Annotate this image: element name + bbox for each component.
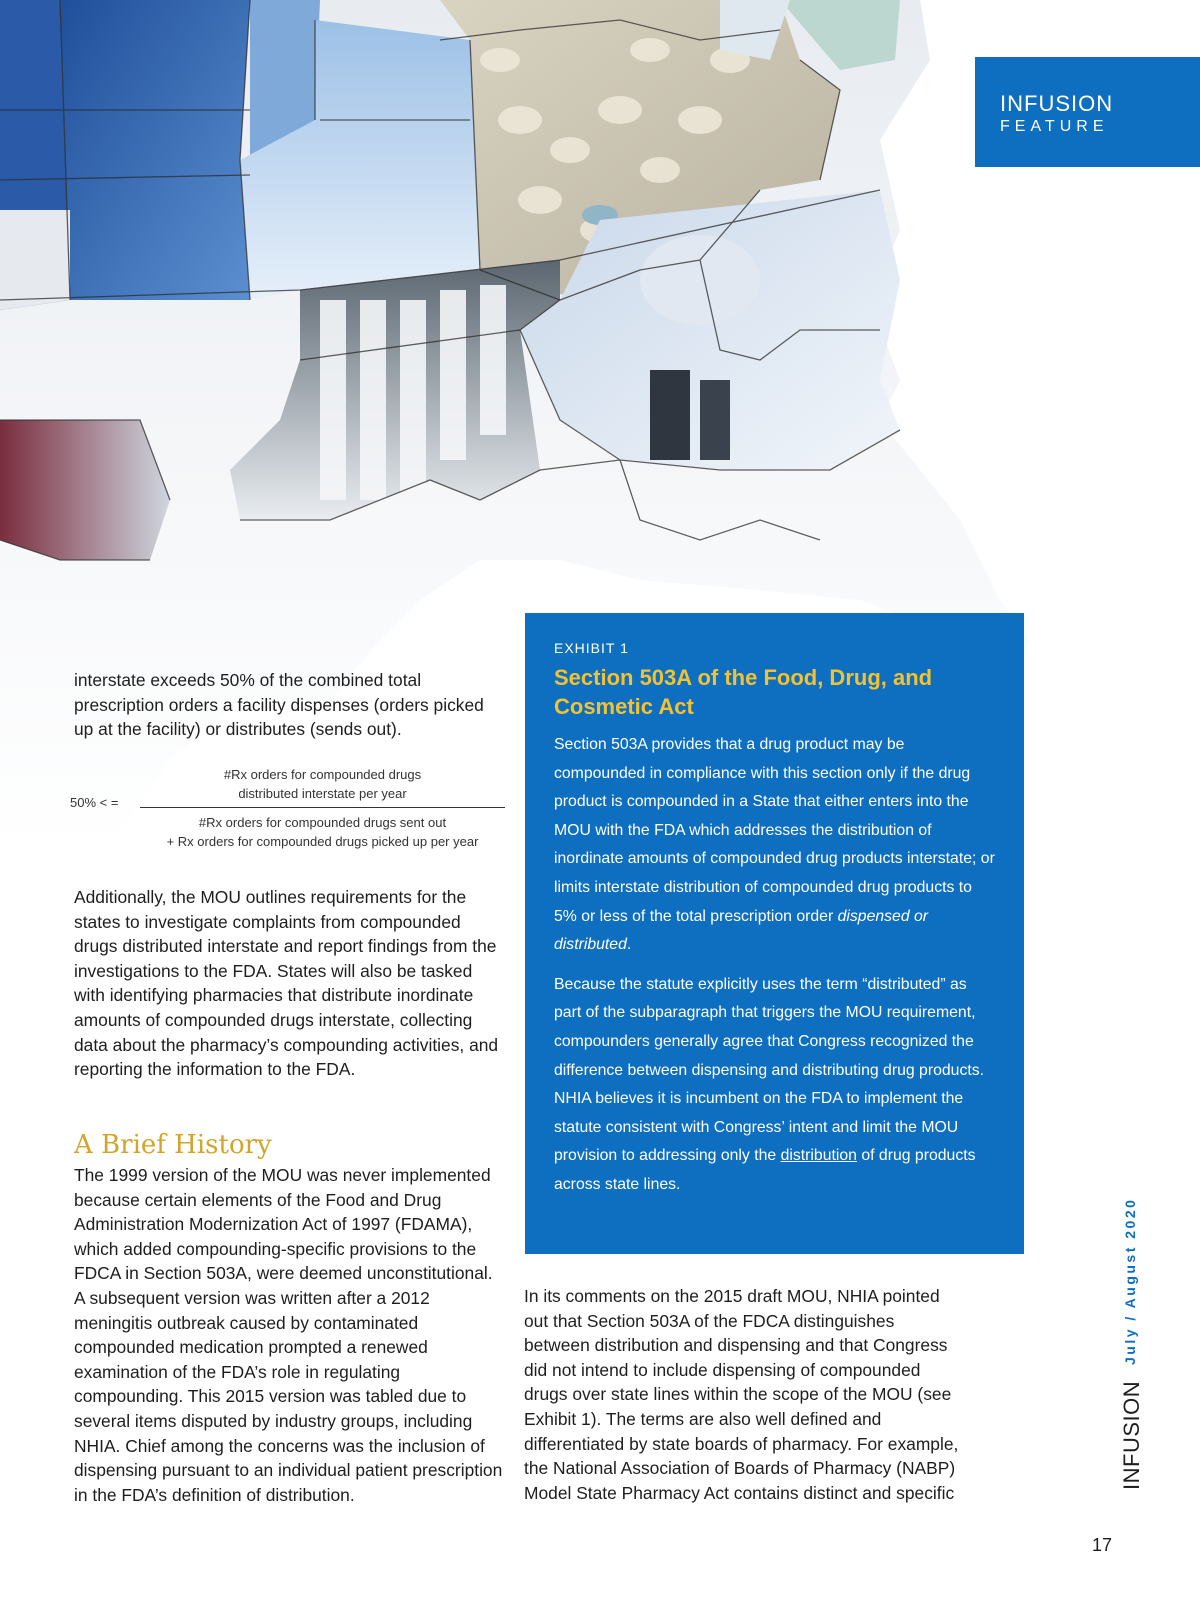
formula-numerator xyxy=(140,765,505,803)
exhibit-p2-text: Because the statute explicitly uses the term “distributed” as part of the subparagraph that triggers the MOU requirement, compounders generally agree that Congress recognized the difference between dispensing and distributing drug products. NHIA believes it is incumbent on the FDA to implement the statute consistent with Congress’ intent and limit the MOU provision to addressing only the xyxy=(554,975,985,1165)
mou-formula xyxy=(70,765,505,855)
exhibit-title: Section 503A of the Food, Drug, and Cosmetic Act xyxy=(554,665,933,719)
formula-lhs: 50% < = xyxy=(70,795,119,810)
formula-numerator-line2: distributed interstate per year xyxy=(238,786,407,801)
page-number: 17 xyxy=(1092,1535,1113,1555)
paragraph-additionally: Additionally, the MOU outlines requirements for the states to investigate complaints from compounded drugs distributed interstate and report findings from the investigations to the FDA. States will also be tasked with identifying pharmacies that distribute inordinate amounts of compounded drugs interstate, collecting data about the pharmacy’s compounding activities, and reporting the information to the FDA. xyxy=(74,887,499,1080)
formula-numerator-line1: #Rx orders for compounded drugs xyxy=(223,767,422,782)
vertical-spine xyxy=(1110,1195,1150,1495)
exhibit-p2-end: of drug products across state lines. xyxy=(554,1147,976,1193)
badge-brand: INFUSION xyxy=(1000,91,1114,116)
formula-denominator xyxy=(140,813,505,851)
exhibit-1-box xyxy=(525,613,1024,1254)
heading-brief-history: A Brief History xyxy=(74,1130,272,1160)
formula-denominator-line1: #Rx orders for compounded drugs sent out xyxy=(198,815,447,830)
paragraph-history: The 1999 version of the MOU was never implemented because certain elements of the Food and Drug Administration Modernization Act of 1997 (FDAMA), which added compounding-specific provisions to the FDCA in Section 503A, were deemed unconstitutional. A subsequent version was written after a 2012 meningitis outbreak caused by contaminated compounded medication prompted a renewed examination of the FDA’s role in regulating compounding. This 2015 version was tabled due to several items disputed by industry groups, including NHIA. Chief among the concerns was the inclusion of dispensing pursuant to an individual patient prescription in the FDA’s definition of distribution. xyxy=(74,1165,503,1505)
exhibit-paragraph-2 xyxy=(554,971,996,1200)
exhibit-label: EXHIBIT 1 xyxy=(554,640,629,656)
formula-divider xyxy=(140,807,505,808)
spine-brand: INFUSION xyxy=(1119,1380,1144,1490)
exhibit-p1-text: Section 503A provides that a drug product may be compounded in compliance with this section only if the drug product is compounded in a State that either enters into the MOU with the FDA which addresses the distribution of inordinate amounts of compounded drug products interstate; or limits interstate distribution of compounded drug products to 5% or less of the total prescription order xyxy=(554,736,995,925)
exhibit-paragraph-1 xyxy=(554,731,996,960)
paragraph-intro: interstate exceeds 50% of the combined total prescription orders a facility dispenses (orders picked up at the facility) or distributes (sends out). xyxy=(74,670,484,740)
paragraph-nhia-comments: In its comments on the 2015 draft MOU, NHIA pointed out that Section 503A of the FDCA distinguishes between distribution and dispensing and that Congress did not intend to include dispensing of compounded drugs over state lines within the scope of the MOU (see Exhibit 1). The terms are also well defined and differentiated by state boards of pharmacy. For example, the National Association of Boards of Pharmacy (NABP) Model State Pharmacy Act contains distinct and specific xyxy=(524,1286,959,1503)
exhibit-p1-emphasis: dispensed or distributed xyxy=(554,907,929,954)
exhibit-p2-underlined: distribution xyxy=(780,1147,857,1165)
exhibit-p1-end: . xyxy=(626,936,632,954)
infusion-feature-badge xyxy=(975,57,1200,167)
spine-issue-date: July / August 2020 xyxy=(1122,1197,1138,1365)
badge-section: FEATURE xyxy=(1000,118,1109,135)
formula-denominator-line2: + Rx orders for compounded drugs picked up per year xyxy=(166,834,479,849)
